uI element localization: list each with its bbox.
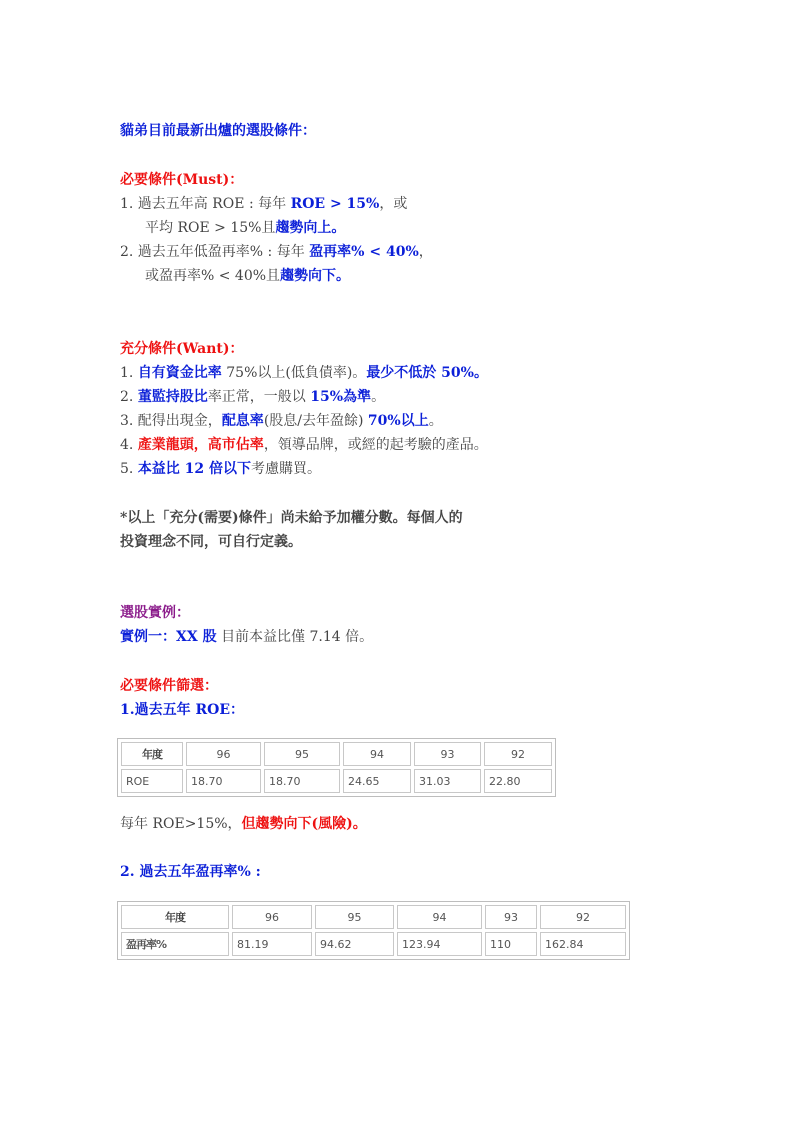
table-row [121, 932, 626, 956]
want-item-5-num: 5. [120, 461, 134, 477]
table-year-cell: 94 [343, 742, 411, 766]
want-item-1-num: 1. [120, 365, 134, 381]
roe-heading: 1.過去五年 ROE： [120, 702, 244, 718]
want-item-1-min: 最少不低於 50%。 [366, 365, 488, 381]
roe-conclusion-text: 每年 ROE>15%， [120, 816, 242, 832]
must-item-2 [120, 242, 433, 262]
want-item-3-text: 3. 配得出現金， [120, 413, 222, 429]
reinvest-table [117, 901, 630, 960]
table-row [121, 742, 552, 766]
must-item-1-text: 1. 過去五年高 ROE : 每年 [120, 196, 287, 212]
section-2-title: 2. 過去五年盈再率% : [120, 864, 261, 880]
table-year-cell: 95 [315, 905, 394, 929]
want-title: 充分條件(Want)： [120, 341, 244, 357]
want-item-4-text: ，領導品牌，或經的起考驗的產品。 [263, 437, 488, 453]
must-item-1-cont-text: 平均 ROE > 15%且 [145, 220, 276, 236]
example-pe: 目前本益比僅 7.14 倍。 [221, 629, 374, 645]
note-line-1: *以上「充分(需要)條件」尚未給予加權分數。每個人的 [120, 510, 463, 526]
want-item-2-value: 15%為準 [310, 389, 372, 405]
table-value-cell: 31.03 [414, 769, 481, 793]
table-year-cell: 92 [540, 905, 626, 929]
must-item-2-cont-text: 或盈再率% < 40%且 [145, 268, 281, 284]
roe-conclusion-risk: 但趨勢向下(風險)。 [241, 816, 367, 832]
want-item-5-key: 本益比 12 倍以下 [137, 461, 252, 477]
want-item-5-text: 考慮購買。 [251, 461, 322, 477]
table-value-cell: 18.70 [264, 769, 340, 793]
example-line [120, 627, 373, 647]
table-row [121, 905, 626, 929]
must-item-1-trend: 趨勢向上。 [275, 220, 346, 236]
want-item-2 [120, 387, 385, 407]
want-item-3 [120, 411, 443, 431]
table-year-cell: 93 [414, 742, 481, 766]
table-year-cell: 94 [397, 905, 482, 929]
table-row-label: ROE [121, 769, 183, 793]
want-item-2-tail: 。 [371, 389, 386, 405]
must-item-1 [120, 194, 407, 214]
table-value-cell: 162.84 [540, 932, 626, 956]
want-item-4-num: 4. [120, 437, 134, 453]
table-year-cell: 92 [484, 742, 552, 766]
want-item-2-text: 率正常，一般以 [207, 389, 306, 405]
want-item-1-key: 自有資金比率 [137, 365, 222, 381]
table-value-cell: 22.80 [484, 769, 552, 793]
table-row-label: 盈再率% [121, 932, 229, 956]
want-item-3-tail: 。 [428, 413, 443, 429]
table-year-cell: 93 [485, 905, 537, 929]
want-item-3-formula: (股息/去年盈餘) [263, 413, 364, 429]
screen-title: 必要條件篩選： [120, 678, 218, 694]
table-year-cell: 96 [232, 905, 312, 929]
table-year-cell: 95 [264, 742, 340, 766]
want-item-1 [120, 363, 488, 383]
table-value-cell: 81.19 [232, 932, 312, 956]
want-item-3-key: 配息率 [221, 413, 264, 429]
want-item-5 [120, 459, 321, 479]
table-year-cell: 96 [186, 742, 261, 766]
want-item-2-num: 2. [120, 389, 134, 405]
table-row [121, 769, 552, 793]
must-item-1-tail: ，或 [379, 196, 408, 212]
must-item-1-cont [145, 218, 345, 238]
must-title: 必要條件(Must)： [120, 172, 244, 188]
must-item-2-text: 2. 過去五年低盈再率% : 每年 [120, 244, 305, 260]
want-item-4-key: 產業龍頭，高市佔率 [137, 437, 264, 453]
table-value-cell: 24.65 [343, 769, 411, 793]
roe-table [117, 738, 556, 797]
must-item-2-trend: 趨勢向下。 [280, 268, 351, 284]
table-header-label: 年度 [121, 742, 183, 766]
must-item-2-highlight: 盈再率% < 40% [309, 244, 419, 260]
want-item-4 [120, 435, 488, 455]
must-item-1-highlight: ROE > 15% [290, 196, 380, 212]
must-item-2-cont [145, 266, 350, 286]
must-item-2-tail: ， [418, 244, 433, 260]
table-value-cell: 18.70 [186, 769, 261, 793]
table-header-label: 年度 [121, 905, 229, 929]
table-value-cell: 110 [485, 932, 537, 956]
example-name: 實例一：XX 股 [120, 629, 217, 645]
roe-conclusion [120, 814, 367, 834]
want-item-2-key: 董監持股比 [137, 389, 208, 405]
table-value-cell: 123.94 [397, 932, 482, 956]
want-item-3-value: 70%以上 [367, 413, 429, 429]
example-title: 選股實例： [120, 605, 190, 621]
table-value-cell: 94.62 [315, 932, 394, 956]
note-line-2: 投資理念不同，可自行定義。 [120, 534, 302, 550]
page-heading: 貓弟目前最新出爐的選股條件： [120, 123, 316, 139]
want-item-1-text: 75%以上(低負債率)。 [226, 365, 367, 381]
